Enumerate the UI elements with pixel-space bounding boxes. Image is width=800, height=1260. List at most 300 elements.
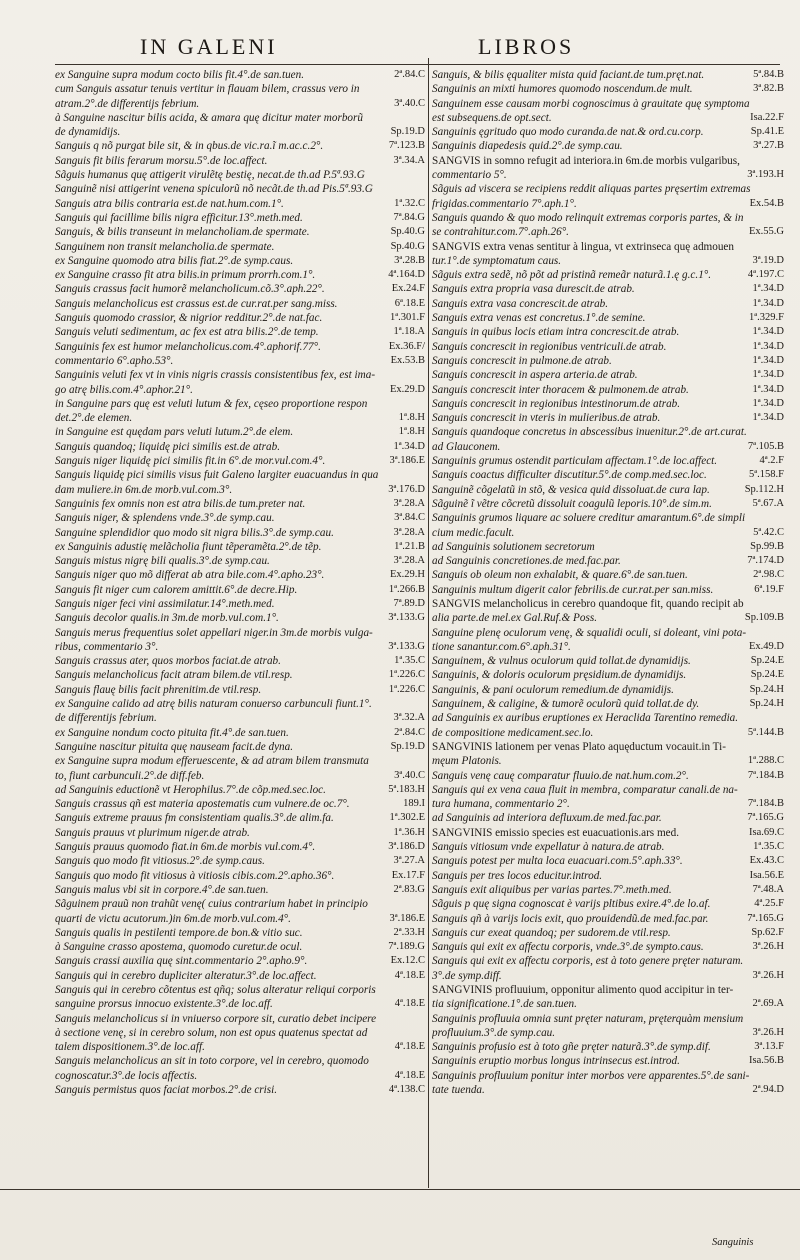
entry-text: Sanguis crassus ater, quos morbos faciat.de atrab.	[55, 655, 281, 668]
entry-text: Sanguis cur exeat quandoq; per sudorem.de vtil.resp.	[432, 926, 671, 939]
entry-reference: 7ª.123.B	[388, 140, 425, 152]
entry-reference: 3ª.26.H	[752, 941, 784, 953]
index-entry	[55, 726, 425, 740]
entry-text: Sanguine nascitur pituita quę nauseam facit.de dyna.	[55, 740, 294, 753]
entry-reference: Sp.41.E	[750, 126, 784, 138]
entry-reference: Ex.24.F	[391, 283, 425, 295]
entry-reference: 3ª.28.A	[393, 526, 425, 538]
index-entry	[432, 440, 784, 454]
entry-text: Sanguis concrescit inter thoracem & pulmonem.de atrab.	[432, 383, 689, 396]
entry-reference: Ex.43.C	[749, 855, 784, 867]
entry-reference: Ex.49.D	[749, 640, 784, 652]
index-entry	[432, 926, 784, 940]
entry-reference: 3ª.26.H	[752, 969, 784, 981]
entry-reference: Ex.53.B	[390, 354, 425, 366]
entry-reference: 3ª.133.G	[388, 612, 425, 624]
entry-reference: 4ª.18.E	[394, 969, 425, 981]
entry-reference: 3ª.186.D	[388, 841, 425, 853]
index-entry	[55, 311, 425, 325]
entry-text: Sanguis, & bilis transeunt in melancholiam.de spermate.	[55, 226, 310, 239]
entry-reference: 3ª.27.A	[393, 855, 425, 867]
entry-reference: Ex.12.C	[390, 955, 425, 967]
entry-text: Sanguinis eruptio morbus longus intrinsecus est.introd.	[432, 1055, 680, 1068]
entry-reference: Ex.55.G	[749, 226, 784, 238]
index-entry	[432, 354, 784, 368]
index-entry	[55, 97, 425, 111]
entry-reference: 1ª.34.D	[752, 383, 784, 395]
index-entry	[55, 811, 425, 825]
entry-reference: Sp.40.G	[390, 240, 425, 252]
index-entry	[432, 826, 784, 840]
entry-text: cum Sanguis assatur tenuis vertitur in flauam bilem, crassus vero in	[55, 83, 360, 96]
index-entry	[432, 411, 784, 425]
index-entry	[432, 540, 784, 554]
entry-reference: Sp.99.B	[750, 540, 784, 552]
index-entry	[55, 225, 425, 239]
index-entry	[432, 568, 784, 582]
index-entry	[432, 1040, 784, 1054]
index-entry	[55, 883, 425, 897]
index-entry	[55, 597, 425, 611]
entry-text: ad Glauconem.	[432, 440, 501, 453]
entry-reference: Sp.112.H	[744, 483, 784, 495]
index-entry	[55, 740, 425, 754]
index-entry	[432, 854, 784, 868]
entry-text: Sanguis melancholicus facit atram bilem.de vtil.resp.	[55, 669, 293, 682]
entry-reference: 2ª.84.C	[394, 726, 425, 738]
entry-text: commentario 5°.	[432, 169, 507, 182]
index-entry	[432, 640, 784, 654]
index-entry	[432, 511, 784, 525]
index-entry	[55, 1083, 425, 1097]
index-entry	[432, 340, 784, 354]
index-entry	[55, 668, 425, 682]
entry-text: ad Sanguinis eductionẽ vt Herophilus.7°.de cõp.med.sec.loc.	[55, 783, 326, 796]
entry-text: Sanguis concrescit in vteris in mulieribus.de atrab.	[432, 412, 661, 425]
entry-text: Sanguis prauus quomodo fiat.in 6m.de morbis vul.com.4°.	[55, 841, 316, 854]
entry-text: Sanguis qñ à varijs locis exit, quo prouidendũ.de med.fac.par.	[432, 912, 709, 925]
index-entry	[432, 654, 784, 668]
entry-text: Sanguis atra bilis contraria est.de nat.hum.com.1°.	[55, 197, 284, 210]
entry-reference: 1ª.288.C	[747, 755, 784, 767]
index-entry	[432, 1069, 784, 1083]
entry-text: à Sanguine nascitur bilis acida, & amara quę dicitur mater morborũ	[55, 111, 363, 124]
index-entry	[55, 769, 425, 783]
entry-text: Sanguis qui in cerebro cõtentus est qñq; solus alteratur reliqui corporis	[55, 984, 376, 996]
entry-reference: Ex.36.F/	[388, 340, 425, 352]
index-entry	[55, 783, 425, 797]
index-entry	[432, 711, 784, 725]
entry-reference: 1ª.266.B	[388, 583, 425, 595]
entry-reference: 1ª.34.D	[752, 283, 784, 295]
index-entry	[55, 869, 425, 883]
index-entry	[55, 1026, 425, 1040]
entry-reference: 3ª.186.E	[389, 455, 425, 467]
entry-reference: 7ª.48.A	[752, 883, 784, 895]
entry-reference: Sp.24.E	[750, 655, 784, 667]
entry-text: ex Sanguine quomodo atra bilis fiat.2°.de symp.caus.	[55, 254, 294, 267]
entry-text: Sanguinem, & caligine, & tumorẽ oculorũ quid tollat.de dy.	[432, 698, 700, 711]
index-entry	[432, 683, 784, 697]
entry-reference: Ex.54.B	[749, 197, 784, 209]
entry-text: ad Sanguinis solutionem secretorum	[432, 540, 595, 553]
entry-text: dam muliere.in 6m.de morb.vul.com.3°.	[55, 483, 233, 496]
entry-text: Sanguis extra venas est concretus.1°.de semine.	[432, 312, 646, 325]
entry-reference: 1ª.32.C	[394, 197, 425, 209]
entry-text: Sãguis humanus quę attigerit virulẽtę bestię, necat.de th.ad P.5ª.93.G	[55, 169, 365, 182]
entry-text: Sanguinis fex omnis non est atra bilis.de tum.preter nat.	[55, 497, 306, 510]
entry-text: ex Sanguine nondum cocto pituita fit.4°.de san.tuen.	[55, 726, 289, 739]
entry-text: Sanguinis profluuia omnia sunt pręter naturam, pręterquàm mensium	[432, 1012, 744, 1025]
index-entry	[55, 111, 425, 125]
index-entry	[432, 969, 784, 983]
entry-reference: 6ª.18.E	[394, 297, 425, 309]
running-head-right: LIBROS	[478, 34, 575, 59]
index-column-right	[432, 68, 784, 1188]
index-entry	[432, 697, 784, 711]
index-entry	[55, 1069, 425, 1083]
index-entry	[55, 897, 425, 911]
entry-reference: 1ª.34.D	[393, 440, 425, 452]
entry-text: SANGVIS extra venas sentitur à lingua, vt extrinseca quę admouen	[432, 240, 734, 253]
entry-reference: 1ª.302.E	[389, 812, 425, 824]
entry-reference: 1ª.21.B	[394, 540, 425, 552]
entry-text: Sanguis fit niger cum calorem amittit.6°.de decre.Hip.	[55, 583, 298, 596]
index-entry	[432, 325, 784, 339]
entry-text: à Sanguine crasso apostema, quomodo curetur.de ocul.	[55, 941, 303, 954]
entry-reference: 2ª.83.G	[393, 883, 425, 895]
index-entry	[432, 811, 784, 825]
entry-reference: 1ª.18.A	[393, 326, 425, 338]
header-rule	[55, 64, 780, 65]
entry-text: frigidas.commentario 7°.aph.1°.	[432, 197, 577, 210]
entry-reference: 1ª.226.C	[388, 683, 425, 695]
entry-reference: 4ª.197.C	[747, 269, 784, 281]
entry-text: Sanguinis profusio est à toto gñe pręter naturã.3°.de symp.dif.	[432, 1041, 711, 1054]
index-entry	[55, 797, 425, 811]
entry-text: Sanguis malus vbi sit in corpore.4°.de san.tuen.	[55, 883, 269, 896]
index-entry	[55, 468, 425, 482]
index-entry	[432, 783, 784, 797]
index-entry	[55, 497, 425, 511]
entry-text: Sanguis melancholicus an sit in toto corpore, vel in cerebro, quomodo	[55, 1055, 369, 1068]
index-entry	[432, 182, 784, 196]
index-entry	[55, 440, 425, 454]
entry-reference: Isa.22.F	[750, 111, 784, 123]
index-entry	[432, 240, 784, 254]
index-entry	[55, 583, 425, 597]
entry-reference: 1ª.35.C	[394, 655, 425, 667]
index-entry	[432, 397, 784, 411]
index-entry	[432, 1026, 784, 1040]
entry-text: tione sanantur.com.6°.aph.31°.	[432, 640, 571, 653]
entry-text: SANGVINIS lationem per venas Plato aquęductum vocauit.in Ti-	[432, 740, 726, 753]
index-entry	[432, 797, 784, 811]
entry-reference: 189.I	[403, 798, 425, 810]
entry-reference: 2ª.69.A	[752, 998, 784, 1010]
entry-text: Sanguis quandoque concretus in abscessibus inuenitur.2°.de art.curat.	[432, 426, 747, 439]
index-entry	[55, 197, 425, 211]
index-entry	[432, 897, 784, 911]
index-entry	[55, 711, 425, 725]
catchword: Sanguinis	[712, 1237, 754, 1248]
entry-text: męum Platonis.	[432, 755, 502, 768]
entry-reference: 3ª.27.B	[753, 140, 784, 152]
index-entry	[432, 769, 784, 783]
index-entry	[432, 883, 784, 897]
index-entry	[55, 182, 425, 196]
index-entry	[432, 425, 784, 439]
index-entry	[432, 1012, 784, 1026]
entry-text: Sanguinem non transit melancholia.de spermate.	[55, 240, 275, 253]
entry-text: Sanguinẽ cõgelatũ in stõ, & vesica quid dissoluat.de cura lap.	[432, 483, 710, 496]
entry-reference: 7ª.174.D	[747, 555, 784, 567]
entry-text: cognoscatur.3°.de locis affectis.	[55, 1069, 198, 1082]
index-entry	[55, 626, 425, 640]
entry-text: Sanguis coactus difficulter discutitur.5°.de comp.med.sec.loc.	[432, 469, 707, 482]
entry-text: to, fiunt carbunculi.2°.de diff.feb.	[55, 769, 205, 782]
entry-text: Sanguis quomodo crassior, & nigrior redditur.2°.de nat.fac.	[55, 312, 323, 325]
index-entry	[55, 683, 425, 697]
entry-reference: 2ª.84.C	[394, 69, 425, 80]
entry-reference: 4ª.18.E	[394, 1041, 425, 1053]
index-entry	[55, 654, 425, 668]
entry-reference: 5ª.84.B	[753, 69, 784, 80]
entry-reference: 7ª.184.B	[747, 769, 784, 781]
index-entry	[432, 68, 784, 82]
entry-text: Sãguis p quę signa cognoscat è varijs pltibus exire.4°.de lo.af.	[432, 898, 711, 911]
entry-text: Sanguis crassus qñ est materia apostematis cum vulnere.de oc.7°.	[55, 798, 350, 811]
entry-text: Sanguinis ęgritudo quo modo curanda.de nat.& ord.cu.corp.	[432, 126, 704, 139]
index-entry	[55, 354, 425, 368]
entry-text: Sanguinis, & pani oculorum remedium.de dynamidijs.	[432, 683, 674, 696]
entry-reference: 3ª.32.A	[393, 712, 425, 724]
entry-reference: 7ª.165.G	[747, 912, 784, 924]
entry-text: Sanguinẽ nisi attigerint venena spiculorũ nõ necãt.de th.ad Pis.5ª.93.G	[55, 183, 373, 196]
entry-reference: 3ª.186.E	[389, 912, 425, 924]
entry-text: SANGVINIS profluuium, opponitur alimento quod accipitur in ter-	[432, 984, 734, 996]
index-entry	[55, 68, 425, 82]
index-entry	[55, 82, 425, 96]
entry-text: Sanguis per tres locos educitur.introd.	[432, 869, 603, 882]
index-entry	[55, 397, 425, 411]
entry-text: Sanguinis an mixti humores quomodo noscendum.de mult.	[432, 83, 693, 96]
index-entry	[55, 640, 425, 654]
index-entry	[432, 869, 784, 883]
entry-reference: 7ª.184.B	[747, 798, 784, 810]
entry-reference: 3ª.133.G	[388, 640, 425, 652]
entry-text: in Sanguine est quędam pars veluti lutum.2°.de elem.	[55, 426, 294, 439]
entry-text: se contrahitur.com.7°.aph.26°.	[432, 226, 569, 239]
entry-text: Sanguinis profluuium ponitur inter morbos vere apparentes.5°.de sani-	[432, 1069, 750, 1082]
entry-text: Sanguinis grumus ostendit particulam affectam.1°.de loc.affect.	[432, 455, 718, 468]
entry-text: SANGVIS in somno refugit ad interiora.in 6m.de morbis vulgaribus,	[432, 154, 740, 167]
entry-reference: 4ª.2.F	[759, 455, 784, 467]
entry-reference: 1ª.34.D	[752, 297, 784, 309]
entry-reference: 1ª.36.H	[393, 826, 425, 838]
entry-reference: 1ª.34.D	[752, 397, 784, 409]
entry-text: à sectione venę, si in cerebro solum, non est opus quatenus spectat ad	[55, 1026, 368, 1039]
index-entry	[55, 754, 425, 768]
entry-text: de compositione medicament.sec.lo.	[432, 726, 594, 739]
index-entry	[55, 411, 425, 425]
index-entry	[55, 211, 425, 225]
index-entry	[432, 1054, 784, 1068]
index-entry	[432, 154, 784, 168]
entry-reference: 7ª.105.B	[747, 440, 784, 452]
entry-reference: 3ª.34.A	[393, 154, 425, 166]
index-entry	[432, 554, 784, 568]
index-entry	[55, 854, 425, 868]
index-entry	[432, 668, 784, 682]
entry-text: Sanguis qui exit ex affectu corporis, vnde.3°.de sympto.caus.	[432, 941, 704, 954]
index-entry	[55, 383, 425, 397]
entry-text: Sanguis niger feci vini assimilatur.14°.meth.med.	[55, 597, 275, 610]
index-entry	[432, 125, 784, 139]
entry-text: Sanguis niger liquidę pici similis fit.in 6°.de mor.vul.com.4°.	[55, 455, 326, 468]
index-entry	[432, 168, 784, 182]
entry-reference: 4ª.164.D	[388, 269, 425, 281]
entry-text: Sanguis qui exit ex affectu corporis, est à toto genere pręter naturam.	[432, 955, 744, 968]
index-entry	[55, 568, 425, 582]
entry-text: Sanguis crassi auxilia quę sint.commentario 2°.apho.9°.	[55, 955, 308, 968]
entry-reference: 3ª.193.H	[747, 169, 784, 181]
entry-text: SANGVIS melancholicus in cerebro quandoque fit, quando recipit ab	[432, 597, 744, 610]
index-entry	[432, 997, 784, 1011]
entry-reference: 1ª.301.F	[390, 312, 425, 324]
entry-text: Sanguis crassus facit humorẽ melancholicum.cõ.3°.aph.22°.	[55, 283, 325, 296]
index-entry	[432, 497, 784, 511]
entry-reference: 3ª.84.C	[394, 512, 425, 524]
entry-text: Sãguis extra sedẽ, nõ põt ad pristinã remeãr naturã.1.ę g.c.1°.	[432, 269, 712, 282]
index-entry	[432, 840, 784, 854]
entry-text: Sanguinis fex est humor melancholicus.com.4°.aphorif.77°.	[55, 340, 321, 353]
entry-text: Sanguis mistus nigrę bili qualis.3°.de symp.cau.	[55, 555, 270, 568]
entry-reference: Sp.24.H	[749, 698, 784, 710]
entry-reference: 5ª.144.B	[747, 726, 784, 738]
entry-text: Sanguis concrescit in regionibus ventriculi.de atrab.	[432, 340, 667, 353]
index-entry	[432, 383, 784, 397]
entry-text: Sanguis in quibus locis etiam intra concrescit.de atrab.	[432, 326, 680, 339]
entry-text: est subsequens.de opt.sect.	[432, 111, 552, 124]
entry-text: Sanguis niger quo mõ differat ab atra bile.com.4°.apho.23°.	[55, 569, 325, 582]
entry-text: Sanguis, & bilis ęqualiter mista quid faciant.de tum.pręt.nat.	[432, 69, 705, 81]
entry-text: tia significatione.1°.de san.tuen.	[432, 998, 577, 1011]
entry-reference: 1ª.34.D	[752, 326, 784, 338]
entry-reference: Ex.29.H	[390, 569, 425, 581]
index-entry	[432, 468, 784, 482]
entry-text: Sanguis quando & quo modo relinquit extremas corporis partes, & in	[432, 211, 744, 224]
entry-text: Sanguis melancholicus est crassus est.de cur.rat.per sang.miss.	[55, 297, 338, 310]
entry-text: Sanguis ob oleum non exhalabit, & quare.6°.de san.tuen.	[432, 569, 688, 582]
entry-reference: Ex.17.F	[391, 869, 425, 881]
entry-text: Sanguis quo modo fit vitiosus.2°.de symp.caus.	[55, 855, 265, 868]
entry-text: alia parte.de mel.ex Gal.Ruf.& Poss.	[432, 612, 597, 625]
entry-reference: 3ª.82.B	[753, 83, 784, 95]
index-entry	[432, 368, 784, 382]
entry-reference: 3ª.19.D	[752, 254, 784, 266]
entry-text: go atrę bilis.com.4°.aphor.21°.	[55, 383, 193, 396]
index-entry	[55, 240, 425, 254]
index-entry	[432, 912, 784, 926]
entry-text: sanguine prorsus innocuo existente.3°.de loc.aff.	[55, 998, 273, 1011]
entry-reference: 1ª.34.D	[752, 340, 784, 352]
entry-text: ad Sanguinis ad interiora defluxum.de med.fac.par.	[432, 812, 662, 825]
entry-reference: 4ª.18.E	[394, 998, 425, 1010]
index-entry	[432, 526, 784, 540]
entry-text: Sanguinis, & doloris oculorum pręsidium.de dynamidijs.	[432, 669, 687, 682]
index-entry	[432, 282, 784, 296]
index-entry	[432, 82, 784, 96]
index-entry	[432, 197, 784, 211]
entry-reference: 3ª.28.A	[393, 555, 425, 567]
index-entry	[55, 282, 425, 296]
entry-text: Sanguis extra vasa concrescit.de atrab.	[432, 297, 609, 310]
entry-text: Sanguinis grumos liquare ac soluere creditur amarantum.6°.de simpli	[432, 512, 746, 525]
entry-reference: Ex.29.D	[390, 383, 425, 395]
index-entry	[55, 954, 425, 968]
index-entry	[432, 754, 784, 768]
index-entry	[432, 597, 784, 611]
entry-reference: 1ª.34.D	[752, 412, 784, 424]
entry-reference: 4ª.138.C	[388, 1084, 425, 1096]
entry-text: Sanguis merus frequentius solet appellari niger.in 3m.de morbis vulga-	[55, 626, 373, 639]
entry-text: Sanguis quandoq; liquidę pici similis est.de atrab.	[55, 440, 280, 453]
index-entry	[55, 340, 425, 354]
index-entry	[432, 726, 784, 740]
entry-text: Sãguis ad viscera se recipiens reddit aliquas partes pręsertim extremas	[432, 183, 751, 196]
entry-text: SANGVINIS emissio species est euacuationis.ars med.	[432, 826, 680, 839]
entry-reference: 2ª.94.D	[752, 1084, 784, 1096]
entry-reference: 7ª.84.G	[393, 211, 425, 223]
index-entry	[55, 168, 425, 182]
entry-text: ex Sanguine calido ad atrę bilis naturam conuerso carbunculi fiunt.1°.	[55, 698, 372, 711]
entry-text: tura humana, commentario 2°.	[432, 798, 570, 811]
entry-reference: 3ª.28.A	[393, 497, 425, 509]
index-entry	[432, 268, 784, 282]
entry-reference: 5ª.67.A	[752, 497, 784, 509]
entry-reference: 7ª.89.D	[393, 597, 425, 609]
column-divider	[428, 58, 429, 1188]
index-entry	[55, 540, 425, 554]
entry-text: tate tuenda.	[432, 1084, 485, 1097]
index-entry	[55, 483, 425, 497]
running-head-left: IN GALENI	[140, 34, 278, 59]
entry-text: Sanguinis diapedesis quid.2°.de symp.cau.	[432, 140, 623, 153]
entry-reference: Sp.24.H	[749, 683, 784, 695]
entry-reference: Sp.24.E	[750, 669, 784, 681]
index-entry	[432, 740, 784, 754]
index-entry	[55, 940, 425, 954]
entry-reference: Isa.56.B	[749, 1055, 784, 1067]
entry-reference: 4ª.25.F	[754, 898, 784, 910]
index-entry	[55, 454, 425, 468]
entry-reference: 3ª.28.B	[394, 254, 425, 266]
index-entry	[55, 325, 425, 339]
index-entry	[55, 554, 425, 568]
index-entry	[432, 139, 784, 153]
entry-reference: 6ª.19.F	[754, 583, 784, 595]
index-entry	[55, 912, 425, 926]
index-entry	[55, 1040, 425, 1054]
index-entry	[432, 225, 784, 239]
entry-text: Sanguis quo modo fit vitiosus à vitiosis cibis.com.2°.apho.36°.	[55, 869, 335, 882]
entry-reference: 3ª.40.C	[394, 97, 425, 109]
entry-reference: 5ª.183.H	[388, 783, 425, 795]
index-entry	[432, 611, 784, 625]
index-entry	[432, 1083, 784, 1097]
entry-reference: 7ª.165.G	[747, 812, 784, 824]
